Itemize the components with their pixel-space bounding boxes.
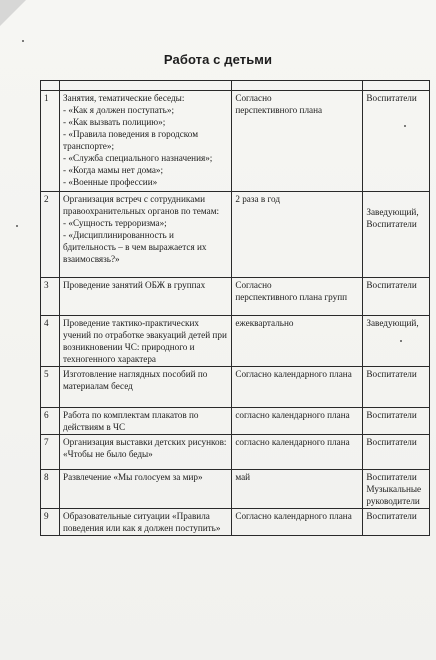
responsible-cell — [363, 470, 430, 509]
responsible-line: Воспитатели — [366, 511, 417, 521]
timing-line: согласно календарного плана — [235, 410, 350, 420]
responsible-line: Заведующий, — [366, 318, 419, 328]
timing-cell — [232, 470, 363, 509]
activity-line: Проведение тактико-практических учений по отработке эвакуаций детей при возникновении ЧС: природного и техногенного характера — [63, 318, 227, 364]
row-number: 9 — [41, 509, 60, 536]
timing-cell — [232, 91, 363, 192]
activity-line: - «Правила поведения в городском транспорте»; — [63, 129, 199, 151]
responsible-cell — [363, 367, 430, 408]
row-number: 2 — [41, 192, 60, 278]
page-title: Работа с детьми — [163, 52, 273, 67]
timing-line: Согласно календарного плана — [235, 511, 352, 521]
responsible-cell — [363, 91, 430, 192]
activity-line: - «Сущность терроризма»; — [63, 218, 167, 228]
activity-line: Развлечение «Мы голосуем за мир» — [63, 472, 203, 482]
timing-line: Согласно — [235, 93, 272, 103]
row-number: 4 — [41, 316, 60, 367]
activity-line: Организация выставки детских рисунков: «Чтобы не было беды» — [63, 437, 227, 459]
responsible-line: Воспитатели — [366, 410, 417, 420]
timing-cell — [232, 192, 363, 278]
responsible-line: Заведующий, Воспитатели — [366, 207, 419, 229]
responsible-cell — [363, 192, 430, 278]
table-row — [41, 192, 430, 278]
timing-line: согласно календарного плана — [235, 437, 350, 447]
activity-line: Работа по комплектам плакатов по действиям в ЧС — [63, 410, 199, 432]
timing-line: Согласно — [235, 280, 272, 290]
responsible-line: Воспитатели — [366, 280, 417, 290]
activity-line: - «Служба специального назначения»; — [63, 153, 213, 163]
row-number: 6 — [41, 408, 60, 435]
row-number: 3 — [41, 278, 60, 316]
responsible-line: Воспитатели — [366, 472, 417, 482]
timing-cell — [232, 367, 363, 408]
timing-cell — [232, 316, 363, 367]
responsible-line: Воспитатели — [366, 437, 417, 447]
table-row — [41, 435, 430, 470]
activity-cell — [60, 278, 232, 316]
timing-cell — [232, 435, 363, 470]
table-row — [41, 316, 430, 367]
activity-line: - «Как я должен поступать»; — [63, 105, 174, 115]
timing-line: Согласно календарного плана — [235, 369, 352, 379]
scan-speck — [22, 40, 24, 42]
activity-line: - «Военные профессии» — [63, 177, 158, 187]
activity-line: - «Дисциплинированность и бдительность – в чем выражается их взаимосвязь?» — [63, 230, 207, 264]
row-number: 1 — [41, 91, 60, 192]
page-corner-fold — [0, 0, 26, 26]
timing-cell — [232, 408, 363, 435]
activity-line: Изготовление наглядных пособий по материалам бесед — [63, 369, 208, 391]
scan-speck — [16, 225, 18, 227]
scan-speck — [404, 125, 406, 127]
table-row — [41, 91, 430, 192]
responsible-cell — [363, 278, 430, 316]
responsible-cell — [363, 316, 430, 367]
timing-cell — [232, 278, 363, 316]
timing-line: 2 раза в год — [235, 194, 281, 204]
responsible-line: Воспитатели — [366, 369, 417, 379]
timing-line: май — [235, 472, 251, 482]
activity-cell — [60, 91, 232, 192]
responsible-line: Воспитатели — [366, 93, 417, 103]
row-number: 8 — [41, 470, 60, 509]
timing-line: перспективного плана — [235, 105, 323, 115]
table-row — [41, 408, 430, 435]
responsible-cell — [363, 509, 430, 536]
activity-cell — [60, 192, 232, 278]
activity-line: - «Как вызвать полицию»; — [63, 117, 166, 127]
activity-line: Организация встреч с сотрудниками правоохранительных органов по темам: — [63, 194, 220, 216]
activity-line: Занятия, тематические беседы: — [63, 93, 185, 103]
activity-cell — [60, 316, 232, 367]
activity-cell — [60, 367, 232, 408]
table-row — [41, 509, 430, 536]
timing-line: ежеквартально — [235, 318, 294, 328]
table-row — [41, 470, 430, 509]
table-row — [41, 278, 430, 316]
activities-table — [40, 80, 430, 536]
table-row — [41, 367, 430, 408]
row-number: 5 — [41, 367, 60, 408]
activity-cell — [60, 408, 232, 435]
responsible-cell — [363, 435, 430, 470]
scan-speck — [400, 340, 402, 342]
activity-cell — [60, 435, 232, 470]
timing-line: перспективного плана групп — [235, 292, 348, 302]
activity-cell — [60, 470, 232, 509]
activity-line: Проведение занятий ОБЖ в группах — [63, 280, 206, 290]
row-number: 7 — [41, 435, 60, 470]
activity-line: - «Когда мамы нет дома»; — [63, 165, 164, 175]
responsible-line: Музыкальные руководители — [366, 484, 422, 506]
responsible-cell — [363, 408, 430, 435]
timing-cell — [232, 509, 363, 536]
table-header-row — [41, 81, 430, 91]
activity-cell — [60, 509, 232, 536]
activity-line: Образовательные ситуации «Правила поведения или как я должен поступить» — [63, 511, 221, 533]
